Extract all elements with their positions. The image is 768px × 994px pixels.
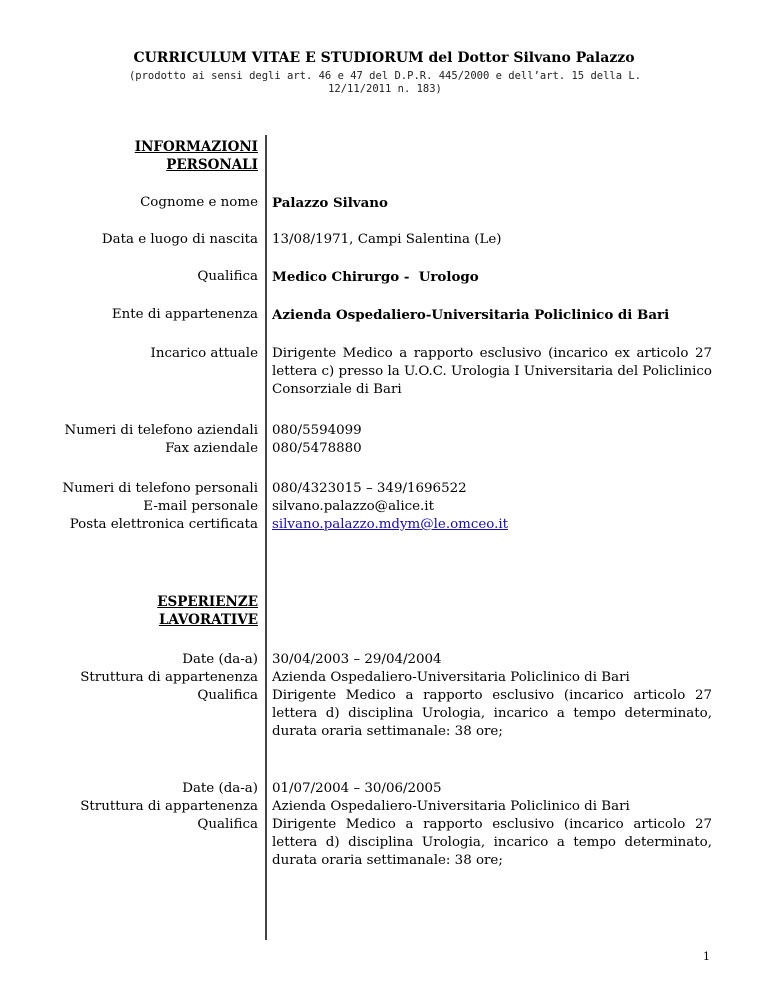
- tel-aziendali-label: Numeri di telefono aziendali: [64, 423, 258, 438]
- name-label: Cognome e nome: [140, 195, 258, 210]
- ente-value: Azienda Ospedaliero-Universitaria Policlinico di Bari: [272, 307, 670, 323]
- birth-label: Data e luogo di nascita: [101, 232, 258, 247]
- exp2-struct-label: Struttura di appartenenza: [80, 799, 258, 814]
- page-number: 1: [703, 950, 710, 963]
- section-heading-personal: INFORMAZIONI PERSONALI: [134, 139, 258, 173]
- exp1-qual-label: Qualifica: [197, 688, 258, 703]
- exp2-struct-value: Azienda Ospedaliero-Universitaria Policlinico di Bari: [272, 799, 630, 814]
- tel-personali-value: 080/4323015 – 349/1696522: [272, 481, 467, 496]
- exp2-date-value: 01/07/2004 – 30/06/2005: [272, 781, 442, 796]
- name-value: Palazzo Silvano: [272, 195, 388, 211]
- incarico-label: Incarico attuale: [150, 346, 258, 361]
- exp2-date-label: Date (da-a): [182, 781, 258, 796]
- exp1-date-label: Date (da-a): [182, 652, 258, 667]
- pec-label: Posta elettronica certificata: [69, 517, 258, 532]
- birth-value: 13/08/1971, Campi Salentina (Le): [272, 232, 502, 247]
- qualification-value: Medico Chirurgo - Urologo: [272, 269, 479, 285]
- document-subtitle: [60, 70, 710, 96]
- exp1-struct-label: Struttura di appartenenza: [80, 670, 258, 685]
- exp2-qual-label: Qualifica: [197, 817, 258, 832]
- exp1-date-value: 30/04/2003 – 29/04/2004: [272, 652, 442, 667]
- qualification-label: Qualifica: [197, 269, 258, 284]
- ente-label: Ente di appartenenza: [111, 307, 258, 322]
- email-label: E-mail personale: [143, 499, 258, 514]
- section-heading-experience: ESPERIENZE LAVORATIVE: [157, 594, 258, 628]
- exp1-struct-value: Azienda Ospedaliero-Universitaria Policlinico di Bari: [272, 670, 630, 685]
- exp2-qual-value: Dirigente Medico a rapporto esclusivo (incarico articolo 27 lettera d) disciplina Urologia, incarico a tempo determinato, durata oraria settimanale: 38 ore;: [272, 817, 712, 868]
- tel-aziendali-value: 080/5594099: [272, 423, 362, 438]
- fax-label: Fax aziendale: [165, 441, 258, 456]
- tel-personali-label: Numeri di telefono personali: [62, 481, 258, 496]
- fax-value: 080/5478880: [272, 441, 362, 456]
- email-value: silvano.palazzo@alice.it: [272, 499, 434, 514]
- subtitle-line-2: 12/11/2011 n. 183): [328, 83, 442, 95]
- document-title: CURRICULUM VITAE E STUDIORUM del Dottor Silvano Palazzo: [133, 50, 635, 66]
- pec-link[interactable]: silvano.palazzo.mdym@le.omceo.it: [272, 517, 509, 532]
- subtitle-line-1: (prodotto ai sensi degli art. 46 e 47 del D.P.R. 445/2000 e dell’art. 15 della L.: [128, 70, 642, 82]
- incarico-value: Dirigente Medico a rapporto esclusivo (incarico ex articolo 27 lettera c) presso la U.O.C. Urologia I Universitaria del Policlinico Consorziale di Bari: [272, 346, 712, 397]
- exp1-qual-value: Dirigente Medico a rapporto esclusivo (incarico articolo 27 lettera d) disciplina Urologia, incarico a tempo determinato, durata oraria settimanale: 38 ore;: [272, 688, 712, 739]
- column-divider: [265, 135, 267, 940]
